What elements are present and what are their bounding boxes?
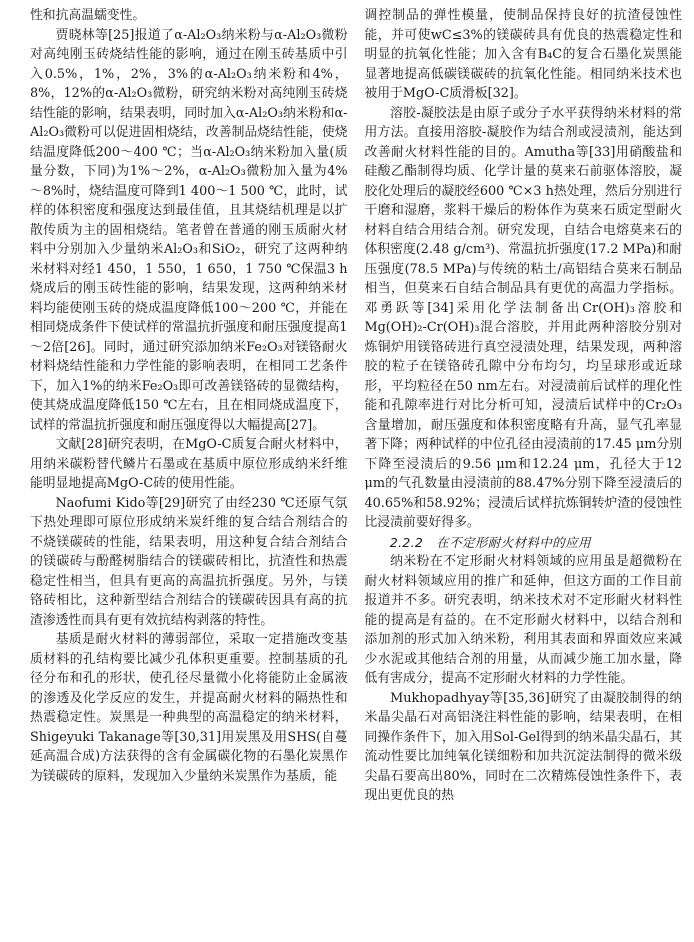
paragraph: 性和抗高温蠕变性。 <box>30 8 146 23</box>
paragraph: 贾晓林等[25]报道了α-Al₂O₃纳米粉与α-Al₂O₃微粉对高纯刚玉砖烧结性能的影响，通过在刚玉砖基质中引入0.5%，1%，2%，3%的α-Al₂O₃纳米粉和4%，8%，12%的α-Al₂O₃微粉，研究纳米粉对高纯刚玉砖烧结性能的影响，结果表明，同时加入α-Al₂O₃纳米粉和α-Al₂O₃微粉可以促进固相烧结，改善制品烧结性能，使烧结温度降低200～400 ℃；当α-Al₂O₃纳米粉加入量(质量分数，下同)为1%～2%，α-Al₂O₃微粉加入量为4%～8%时，烧结温度可降到1 400～1 500 ℃，此时，试样的体积密度和强度达到最佳值，且其烧结机理是以扩散传质为主的固相烧结。笔者曾在普通的刚玉质耐火材料中分别加入少量纳米Al₂O₃和SiO₂，研究了这两种纳米材料对经1 450，1 550，1 650，1 750 ℃保温3 h烧成后的刚玉砖性能的影响，结果发现，这两种纳米材料均能使刚玉砖的烧成温度降低100～200 ℃，并能在相同烧成条件下使试样的常温抗折强度和耐压强度提高1～2倍[26]。同时，通过研究添加纳米Fe₂O₃对镁铬耐火材料烧结性能和力学性能的影响表明，在相同工艺条件下，加入1%的纳米Fe₂O₃即可改善镁铬砖的显微结构，使其烧成温度降低150 ℃左右，且在相同烧成温度下，试样的常温抗折强度和耐压强度得以大幅提高[27]。 <box>30 27 348 433</box>
right-column <box>365 6 683 942</box>
paragraph: Mukhopadhyay等[35,36]研究了由凝胶制得的纳米晶尖晶石对高铝浇注料性能的影响，结果表明，在相同操作条件下，加入用Sol-Gel得到的纳米晶尖晶石，其流动性要比加纯氧化镁细粉和加共沉淀法制得的微米级尖晶石要高出80%，同时在二次精炼侵蚀性条件下，表现出更优良的热 <box>364 690 682 803</box>
left-column <box>30 6 348 942</box>
section-heading: 2.2.2 在不定形耐火材料中的应用 <box>389 534 591 550</box>
paragraph: 基质是耐火材料的薄弱部位，采取一定措施改变基质材料的孔结构要比减少孔体积更重要。控制基质的孔径分布和孔的形状，使孔径尽量微小化将能防止金属液的渗透及化学反应的发生，并提高耐火材料的隔热性和热震稳定性。炭黑是一种典型的高温稳定的纳米材料，Shigeyuki Takanage等[30,31]用炭黑及用SHS(自蔓延高温合成)方法获得的含有金属碳化物的石墨化炭黑作为镁碳砖的原料，发现加入少量纳米炭黑作为基质，能 <box>30 632 348 784</box>
paragraph: 文献[28]研究表明，在MgO-C质复合耐火材料中，用纳米碳粉替代鳞片石墨或在基质中原位形成纳米纤维能明显地提高MgO-C砖的使用性能。 <box>30 437 348 491</box>
paragraph: Naofumi Kido等[29]研究了由经230 ℃还原气氛下热处理即可原位形成纳米炭纤维的复合结合剂结合的不烧镁碳砖的性能，结果表明，用这种复合结合剂结合的镁碳砖与酚醛树脂结合的镁碳砖相比，抗渣性和热震稳定性相当，但具有更高的高温抗折强度。另外，与镁铬砖相比，这种新型结合剂结合的镁碳砖因具有高的抗渣渗透性而具有更有效抗结构剥落的特性。 <box>30 495 348 628</box>
paragraph: 溶胶-凝胶法是由原子或分子水平获得纳米材料的常用方法。直接用溶胶-凝胶作为结合剂或浸渍剂，能达到改善耐火材料性能的目的。Amutha等[33]用硝酸盐和硅酸乙酯制得均质、化学计量的莫来石前驱体溶胶，凝胶化处理后的凝胶经600 ℃×3 h热处理，然后分别进行干磨和湿磨，浆料干燥后的粉体作为莫来石质定型耐火材料自结合用结合剂。研究发现，自结合电熔莫来石的体积密度(2.48 g/cm³)、常温抗折强度(17.2 MPa)和耐压强度(78.5 MPa)与传统的粘土/高铝结合莫来石制品相当，但莫来石自结合制品具有更优的高温力学指标。邓勇跃等[34]采用化学法制备出Cr(OH)₃溶胶和Mg(OH)₂-Cr(OH)₃混合溶胶，并用此两种溶胶分别对炼铜炉用镁铬砖进行真空浸渍处理，结果发现，两种溶胶的粒子在镁铬砖孔隙中分布均匀，均呈球形或近球形，平均粒径在50 nm左右。对浸渍前后试样的理化性能和孔隙率进行对比分析可知，浸渍后试样中的Cr₂O₃含量增加，耐压强度和体积密度略有升高，显气孔率显著下降；两种试样的中位孔径由浸渍前的17.45 μm分别下降至浸渍后的9.56 μm和12.24 μm，孔径大于12 μm的气孔数量由浸渍前的88.47%分别下降至浸渍后的40.65%和58.92%；浸渍后试样抗炼铜转炉渣的侵蚀性比浸渍前要好得多。 <box>364 105 682 530</box>
paragraph: 纳米粉在不定形耐火材料领域的应用虽是超微粉在耐火材料领域应用的推广和延伸，但这方面的工作目前报道并不多。研究表明，纳米技术对不定形耐火材料性能的提高是有益的。在不定形耐火材料中，以结合剂和添加剂的形式加入纳米粉，利用其表面和界面效应来减少水泥或其他结合剂的用量，从而减少施工加水量，降低有害成分，提高不定形耐火材料的力学性能。 <box>364 554 682 686</box>
paragraph: 调控制品的弹性模量，使制品保持良好的抗渣侵蚀性能，并可使wC≤3%的镁碳砖具有优良的热震稳定性和明显的抗氧化性能；加入含有B₄C的复合石墨化炭黑能显著地提高低碳镁碳砖的抗氧化性能。相同纳米技术也被用于MgO-C质滑板[32]。 <box>364 8 682 101</box>
